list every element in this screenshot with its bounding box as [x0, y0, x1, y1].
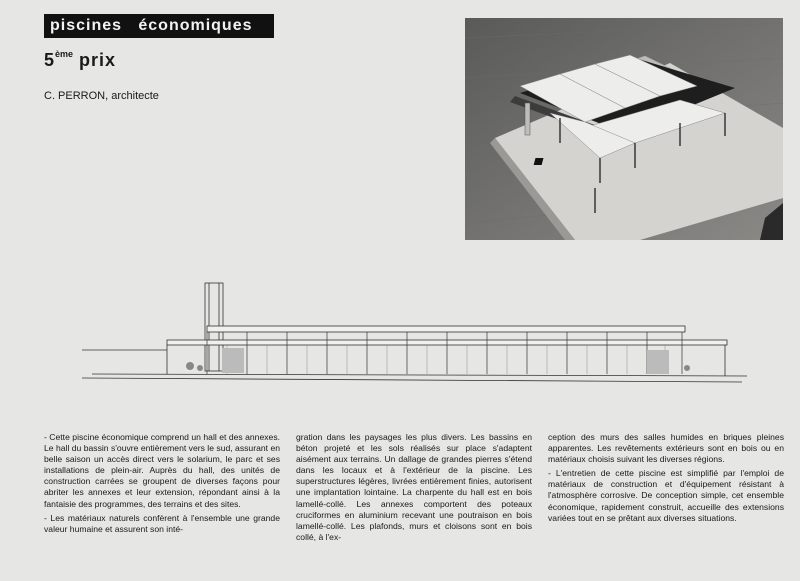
- prize-word: prix: [79, 50, 117, 70]
- paragraph: gration dans les paysages les plus divers. Les bassins en béton projeté et les sols réalisés sur place s'adaptent aisément aux terrains. Un dallage de grandes pierres s'étend dans les locaux et à l'extérieur de la piscine. Les superstructures légères, livrées entièrement finies, autorisent une implantation lointaine. La charpente du hall est en bois lamellé-collé. Les annexes comportent des poteaux cruciformes en aluminium recevant une poutraison en bois lamellé-collé. Les plafonds, murs et cloisons sont en bois collé, à l'ex-: [296, 432, 532, 542]
- paragraph: - Les matériaux naturels confèrent à l'ensemble une grande valeur humaine et assurent son inté-: [44, 512, 280, 534]
- prize-suffix: ème: [55, 49, 74, 59]
- prize-number: 5: [44, 50, 56, 70]
- prize-heading: [44, 50, 116, 71]
- architect-credit: C. PERRON, architecte: [44, 90, 159, 102]
- text-column-3: [548, 432, 784, 527]
- model-photo-image: [465, 18, 783, 240]
- paragraph: - L'entretien de cette piscine est simplifié par l'emploi de matériaux de construction et d'équipement résistant à l'atmosphère corrosive. De conception simple, cet ensemble économique, rapidement construit, accueille des extensions variées tout en se prêtant aux diverses situations.: [548, 468, 784, 523]
- text-column-1: [44, 432, 280, 538]
- paragraph: ception des murs des salles humides en briques pleines apparentes. Les revêtements extérieurs sont en bois ou en matériaux choisis suivant les diverses régions.: [548, 432, 784, 465]
- elevation-image: [82, 278, 752, 398]
- paragraph: - Cette piscine économique comprend un hall et des annexes. Le hall du bassin s'ouvre entièrement vers le sud, assurant en belle saison un accès direct vers le solarium, le parc et ses installations de plein-air. Auprès du hall, des unités de construction carrées se groupent de diverses façons pour abriter les annexes et leur extension, répondant ainsi à la fantaisie des programmes, des terrains et des sites.: [44, 432, 280, 509]
- building-elevation-drawing: [82, 278, 752, 398]
- section-banner: [44, 14, 274, 38]
- text-column-2: [296, 432, 532, 546]
- architectural-model-photo: [465, 18, 783, 240]
- section-title: piscines économiques: [50, 17, 253, 34]
